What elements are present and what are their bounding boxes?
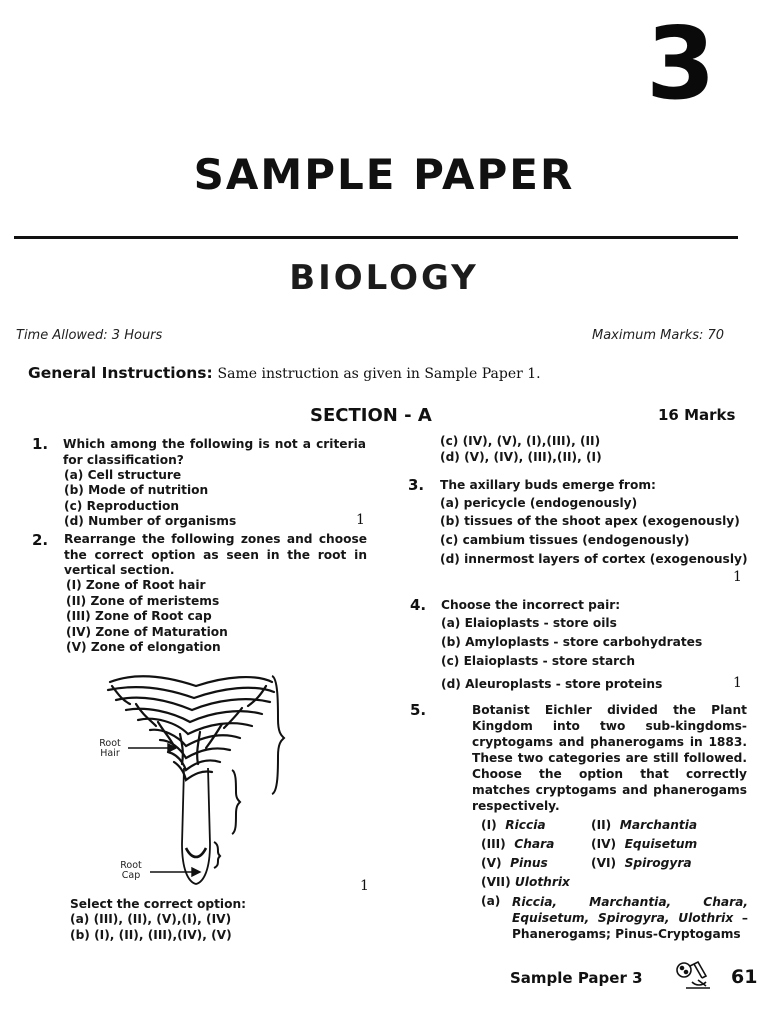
q5-item-4	[591, 837, 697, 851]
chapter-number: 3	[646, 5, 716, 122]
q1-option-a: (a) Cell structure	[64, 468, 182, 482]
q2-zone-3: (III) Zone of Root cap	[66, 609, 212, 623]
page-title: SAMPLE PAPER	[193, 150, 575, 199]
q2-option-c: (c) (IV), (V), (I),(III), (II)	[440, 434, 601, 448]
q5-option-a-italic: Riccia, Marchantia, Chara, Equisetum, Spirogyra, Ulothrix	[512, 895, 748, 925]
q1-marks: 1	[356, 512, 365, 528]
q4-option-b: (b) Amyloplasts - store carbohydrates	[441, 635, 703, 649]
q5-item-3-name: Chara	[514, 837, 555, 851]
q5-item-5	[481, 856, 548, 870]
maximum-marks: Maximum Marks: 70	[592, 328, 725, 343]
q2-select-prompt: Select the correct option:	[70, 897, 246, 911]
q5-item-2	[591, 818, 697, 832]
q4-number: 4.	[410, 596, 427, 614]
q5-item-6	[591, 856, 692, 870]
page-number: 61	[731, 966, 758, 988]
q5-option-a	[512, 894, 748, 942]
q4-option-c: (c) Elaioplasts - store starch	[441, 654, 636, 668]
general-instructions	[28, 364, 541, 382]
q5-item-7	[481, 875, 570, 889]
q3-marks: 1	[733, 569, 742, 585]
q1-option-c: (c) Reproduction	[64, 499, 180, 513]
q3-option-c: (c) cambium tissues (endogenously)	[440, 533, 690, 547]
q3-text: The axillary buds emerge from:	[440, 478, 656, 492]
general-instructions-label: General Instructions:	[28, 364, 213, 382]
general-instructions-text: Same instruction as given in Sample Paper 1.	[217, 366, 541, 382]
q5-option-a-rest: – Phanerogams; Pinus-Cryptogams	[512, 911, 748, 941]
q2-text: Rearrange the following zones and choose the correct option as seen in the root in vertical section.	[64, 532, 367, 577]
q2-zone-5: (V) Zone of elongation	[66, 640, 221, 654]
q1-text: Which among the following is not a criteria for classification?	[63, 437, 366, 467]
subject-heading: BIOLOGY	[289, 258, 479, 298]
q2-zone-2: (II) Zone of meristems	[66, 594, 220, 608]
q3-option-b: (b) tissues of the shoot apex (exogenously)	[440, 514, 740, 528]
q4-text: Choose the incorrect pair:	[441, 598, 621, 612]
q5-item-1-name: Riccia	[505, 818, 546, 832]
q2-zone-4: (IV) Zone of Maturation	[66, 625, 228, 639]
q3-option-a: (a) pericycle (endogenously)	[440, 496, 638, 510]
q4-option-d: (d) Aleuroplasts - store proteins	[441, 677, 663, 691]
q5-item-5-name: Pinus	[510, 856, 548, 870]
q5-item-1-num: (I)	[481, 818, 497, 832]
q5-text: Botanist Eichler divided the Plant Kingdom into two sub-kingdoms- cryptogams and phanerogams in 1883. These two categories are still followed. Choose the option that correctly matches cryptogams and phanerogams respectively.	[472, 703, 747, 813]
microscope-icon	[672, 960, 712, 992]
q5-number: 5.	[410, 701, 427, 719]
q3-option-d: (d) innermost layers of cortex (exogenously)	[440, 552, 748, 566]
root-diagram	[96, 664, 296, 890]
q2-option-b: (b) (I), (II), (III),(IV), (V)	[70, 928, 232, 942]
q1-option-d: (d) Number of organisms	[64, 514, 237, 528]
q2-option-a: (a) (III), (II), (V),(I), (IV)	[70, 912, 232, 926]
q5-item-3	[481, 837, 554, 851]
q5-item-2-num: (II)	[591, 818, 612, 832]
footer-label: Sample Paper 3	[510, 969, 643, 987]
q5-item-7-name: Ulothrix	[514, 875, 570, 889]
root-hair-label: Root Hair	[99, 738, 121, 759]
q5-item-4-num: (IV)	[591, 837, 617, 851]
section-marks: 16 Marks	[658, 406, 736, 424]
q5-item-6-name: Spirogyra	[624, 856, 692, 870]
q3-number: 3.	[408, 476, 425, 494]
q5-item-2-name: Marchantia	[619, 818, 698, 832]
q4-marks: 1	[733, 675, 742, 691]
root-cap-label: Root Cap	[120, 860, 142, 881]
q1-number: 1.	[32, 435, 49, 453]
section-title: SECTION - A	[310, 405, 432, 426]
q5-item-7-num: (VII)	[481, 875, 511, 889]
q5-item-4-name: Equisetum	[624, 837, 698, 851]
q2-zone-1: (I) Zone of Root hair	[66, 578, 206, 592]
q4-option-a: (a) Elaioplasts - store oils	[441, 616, 617, 630]
q5-option-a-label: (a)	[481, 894, 501, 908]
q2-marks: 1	[360, 878, 369, 894]
q5-item-6-num: (VI)	[591, 856, 617, 870]
title-divider	[14, 236, 738, 239]
q2-number: 2.	[32, 531, 49, 549]
q1-option-b: (b) Mode of nutrition	[64, 483, 209, 497]
q5-item-3-num: (III)	[481, 837, 506, 851]
time-allowed: Time Allowed: 3 Hours	[16, 328, 163, 343]
q2-option-d: (d) (V), (IV), (III),(II), (I)	[440, 450, 602, 464]
q5-item-5-num: (V)	[481, 856, 502, 870]
q5-item-1	[481, 818, 546, 832]
